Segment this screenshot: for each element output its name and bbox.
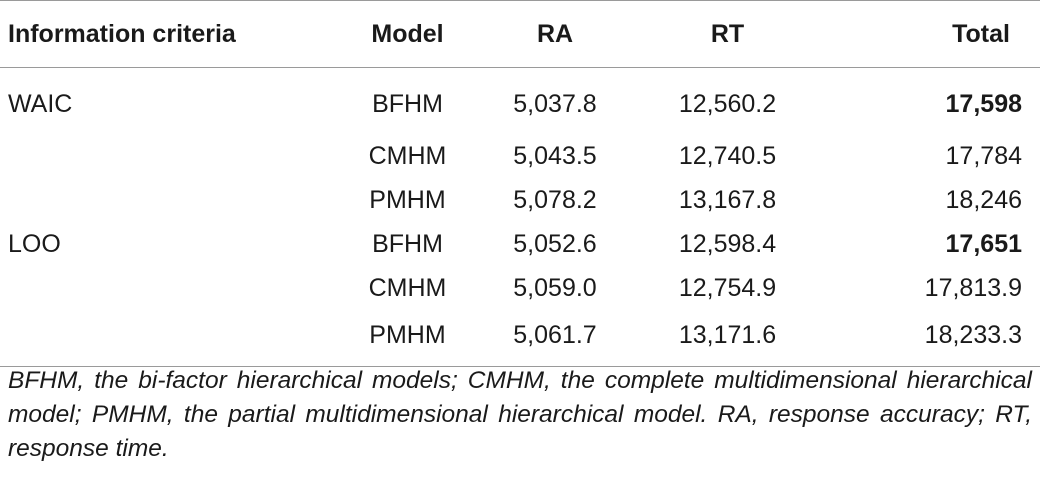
cell-model: BFHM xyxy=(372,89,443,118)
table-row xyxy=(0,134,1040,178)
cell-total: 18,246 xyxy=(945,185,1022,214)
table-body xyxy=(0,68,1040,367)
cell-criteria xyxy=(0,178,340,222)
cell-criteria xyxy=(0,134,340,178)
cell-rt: 12,598.4 xyxy=(678,229,777,258)
table-row xyxy=(0,222,1040,266)
cell-ra: 5,052.6 xyxy=(513,229,597,258)
header-information-criteria: Information criteria xyxy=(8,19,236,48)
cell-model: PMHM xyxy=(369,320,446,349)
cell-ra: 5,059.0 xyxy=(513,273,597,302)
cell-total-best: 17,598 xyxy=(945,89,1022,118)
cell-rt: 12,740.5 xyxy=(678,141,777,170)
cell-model: BFHM xyxy=(372,229,443,258)
cell-total: 18,233.3 xyxy=(924,320,1022,349)
table-row xyxy=(0,178,1040,222)
cell-model: PMHM xyxy=(369,185,446,214)
cell-model: CMHM xyxy=(368,141,447,170)
cell-total-best: 17,651 xyxy=(945,229,1022,258)
table-header xyxy=(0,1,1040,68)
cell-ra: 5,061.7 xyxy=(513,320,597,349)
cell-ra: 5,043.5 xyxy=(513,141,597,170)
cell-criteria xyxy=(0,310,340,367)
cell-criteria xyxy=(0,266,340,310)
table-footnote: BFHM, the bi-factor hierarchical models; CMHM, the complete multidimensional hierarchical model; PMHM, the partial multidimensional hierarchical model. RA, response accuracy; RT, response time. xyxy=(8,367,1032,462)
header-ra: RA xyxy=(536,19,574,48)
cell-total: 17,813.9 xyxy=(924,273,1022,302)
cell-criteria: LOO xyxy=(8,229,61,258)
header-rt: RT xyxy=(710,19,745,48)
cell-rt: 12,560.2 xyxy=(678,89,777,118)
cell-rt: 12,754.9 xyxy=(678,273,777,302)
table-row xyxy=(0,266,1040,310)
table-row xyxy=(0,310,1040,367)
header-model: Model xyxy=(371,19,444,48)
table-row xyxy=(0,68,1040,135)
cell-rt: 13,167.8 xyxy=(678,185,777,214)
cell-ra: 5,037.8 xyxy=(513,89,597,118)
header-row xyxy=(0,1,1040,68)
header-total: Total xyxy=(952,19,1010,48)
cell-total: 17,784 xyxy=(945,141,1022,170)
cell-model: CMHM xyxy=(368,273,447,302)
cell-ra: 5,078.2 xyxy=(513,185,597,214)
cell-rt: 13,171.6 xyxy=(678,320,777,349)
cell-criteria: WAIC xyxy=(8,89,73,118)
